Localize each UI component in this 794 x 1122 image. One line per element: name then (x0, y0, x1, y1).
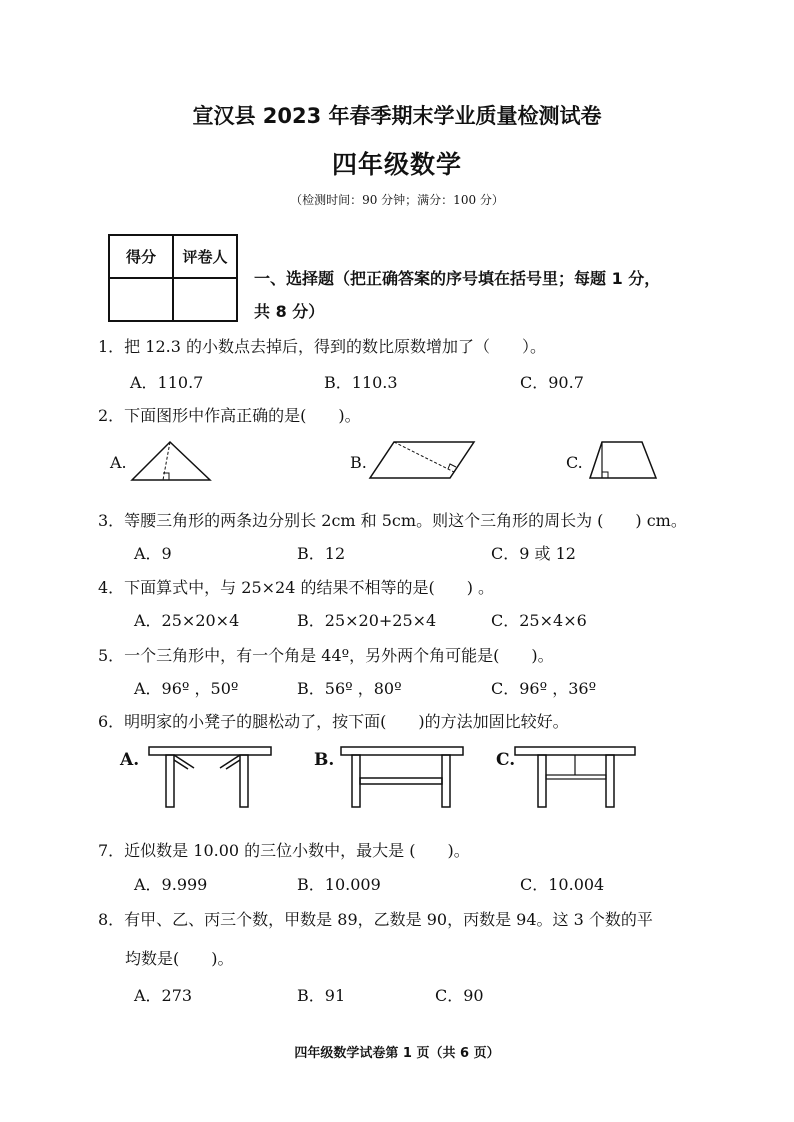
question-1: 1．把 12.3 的小数点去掉后，得到的数比原数增加了（ ）。 (98, 337, 546, 356)
q2-figure-b-label: B. (350, 453, 367, 472)
exam-info: （检测时间：90 分钟；满分：100 分） (290, 193, 504, 207)
grader-header: 评卷人 (173, 235, 237, 278)
exam-subtitle: 四年级数学 (331, 150, 462, 179)
q6-stool-a-figure (148, 746, 272, 808)
question-3: 3．等腰三角形的两条边分别长 2cm 和 5cm。则这个三角形的周长为 ( ) cm。 (98, 511, 687, 530)
q6-figure-b-label: B. (314, 750, 335, 770)
q4-option-b[interactable]: B．25×20+25×4 (297, 611, 437, 630)
q3-option-c[interactable]: C．9 或 12 (491, 544, 576, 563)
page-footer: 四年级数学试卷第 1 页（共 6 页） (294, 1046, 500, 1061)
q6-stool-b-figure (340, 746, 464, 808)
q1-option-b[interactable]: B．110.3 (324, 373, 398, 392)
exam-title: 宣汉县 2023 年春季期末学业质量检测试卷 (192, 104, 602, 128)
q3-option-a[interactable]: A．9 (134, 544, 172, 563)
question-8-cont: 均数是( )。 (125, 949, 234, 968)
q4-option-a[interactable]: A．25×20×4 (134, 611, 240, 630)
score-cell[interactable] (109, 278, 173, 321)
q6-stool-c-figure (514, 746, 636, 808)
section-heading-cont: 共 8 分） (254, 302, 325, 321)
q7-option-a[interactable]: A．9.999 (134, 875, 208, 894)
question-8: 8．有甲、乙、丙三个数，甲数是 89，乙数是 90，丙数是 94。这 3 个数的平 (98, 910, 653, 929)
q8-option-b[interactable]: B．91 (297, 986, 346, 1005)
q1-option-a[interactable]: A．110.7 (130, 373, 204, 392)
q7-option-c[interactable]: C．10.004 (520, 875, 605, 894)
question-2: 2．下面图形中作高正确的是( )。 (98, 406, 361, 425)
question-4: 4．下面算式中，与 25×24 的结果不相等的是( ) 。 (98, 578, 495, 597)
q6-figure-c-label: C. (496, 750, 516, 770)
question-6: 6．明明家的小凳子的腿松动了，按下面( )的方法加固比较好。 (98, 712, 569, 731)
q8-option-c[interactable]: C．90 (435, 986, 484, 1005)
q3-option-b[interactable]: B．12 (297, 544, 346, 563)
q2-figure-a-label: A. (110, 453, 127, 472)
question-5: 5．一个三角形中，有一个角是 44º，另外两个角可能是( )。 (98, 646, 554, 665)
question-7: 7．近似数是 10.00 的三位小数中，最大是 ( )。 (98, 841, 470, 860)
grader-cell[interactable] (173, 278, 237, 321)
q5-option-b[interactable]: B．56º ，80º (297, 679, 402, 698)
q2-parallelogram-figure (368, 440, 478, 480)
q6-figure-a-label: A. (120, 750, 140, 770)
q5-option-c[interactable]: C．96º ，36º (491, 679, 597, 698)
q2-trapezoid-figure (588, 440, 658, 480)
score-table (108, 234, 238, 322)
q8-option-a[interactable]: A．273 (134, 986, 193, 1005)
score-header: 得分 (109, 235, 173, 278)
q2-triangle-figure (130, 438, 212, 482)
q1-option-c[interactable]: C．90.7 (520, 373, 584, 392)
section-heading: 一、选择题（把正确答案的序号填在括号里；每题 1 分， (254, 269, 661, 288)
q5-option-a[interactable]: A．96º ，50º (134, 679, 239, 698)
q7-option-b[interactable]: B．10.009 (297, 875, 381, 894)
q4-option-c[interactable]: C．25×4×6 (491, 611, 587, 630)
q2-figure-c-label: C. (566, 453, 583, 472)
